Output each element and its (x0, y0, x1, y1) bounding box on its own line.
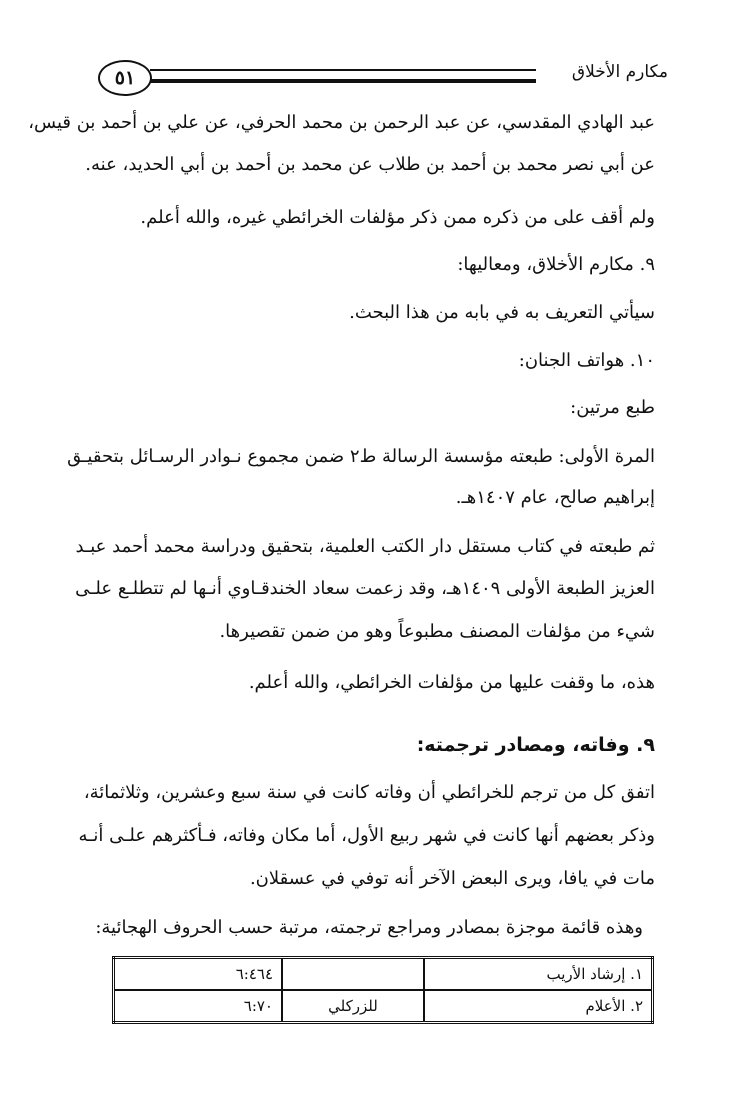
header-rule (150, 69, 536, 83)
paragraph-line: ولم أقف على من ذكره ممن ذكر مؤلفات الخرائطي غيره، والله أعلم. (140, 207, 655, 228)
paragraph-line: اتفق كل من ترجم للخرائطي أن وفاته كانت في سنة سبع وعشرين، وثلاثمائة، (83, 782, 655, 803)
header-title: مكارم الأخلاق (571, 62, 668, 82)
sources-table (112, 956, 654, 1024)
paragraph-line: عبد الهادي المقدسي، عن عبد الرحمن بن محمد الحرفي، عن علي بن أحمد بن قيس، (28, 112, 655, 133)
source-author: للزركلي (282, 990, 424, 1023)
paragraph-line: شيء من مؤلفات المصنف مطبوعاً وهو من ضمن تقصيرها. (219, 621, 655, 642)
paragraph-line: عن أبي نصر محمد بن أحمد بن طلاب عن محمد بن أحمد بن أبي الحديد، عنه. (85, 154, 655, 175)
section-heading: ٩. وفاته، ومصادر ترجمته: (416, 734, 655, 756)
paragraph-line: مات في يافا، ويرى البعض الآخر أنه توفي في عسقلان. (249, 868, 655, 889)
paragraph-line: المرة الأولى: طبعته مؤسسة الرسالة ط٢ ضمن مجموع نـوادر الرسـائل بتحقيـق (67, 446, 655, 467)
running-header (94, 58, 668, 98)
paragraph-line: وهذه قائمة موجزة بمصادر ومراجع ترجمته، مرتبة حسب الحروف الهجائية: (95, 917, 643, 938)
paragraph-line: هذه، ما وقفت عليها من مؤلفات الخرائطي، والله أعلم. (248, 672, 655, 693)
source-reference-cell (114, 990, 283, 1023)
paragraph-line: سيأتي التعريف به في بابه من هذا البحث. (349, 302, 655, 323)
paragraph-line: ثم طبعته في كتاب مستقل دار الكتب العلمية، بتحقيق ودراسة محمد أحمد عبـد (75, 536, 655, 557)
source-reference: ٦:٤٦٤ (235, 965, 273, 983)
table-row (114, 990, 653, 1023)
source-title: ١. إرشاد الأريب (424, 958, 653, 991)
paragraph-line: العزيز الطبعة الأولى ١٤٠٩هـ، وقد زعمت سعاد الخندقـاوي أنـها لم تتطلـع علـى (75, 578, 655, 599)
list-item-heading: ٩. مكارم الأخلاق، ومعاليها: (457, 254, 655, 275)
table-row (114, 958, 653, 991)
source-author (282, 958, 424, 991)
source-reference: ٦:٧٠ (243, 997, 273, 1015)
paragraph-line: وذكر بعضهم أنها كانت في شهر ربيع الأول، أما مكان وفاته، فـأكثرهم علـى أنـه (78, 825, 655, 846)
page-number: ٥١ (98, 60, 152, 96)
paragraph-line: طبع مرتين: (570, 397, 655, 418)
paragraph-line: إبراهيم صالح، عام ١٤٠٧هـ. (455, 487, 655, 508)
list-item-heading: ١٠. هواتف الجنان: (518, 350, 655, 371)
source-reference-cell (114, 958, 283, 991)
source-title: ٢. الأعلام (424, 990, 653, 1023)
